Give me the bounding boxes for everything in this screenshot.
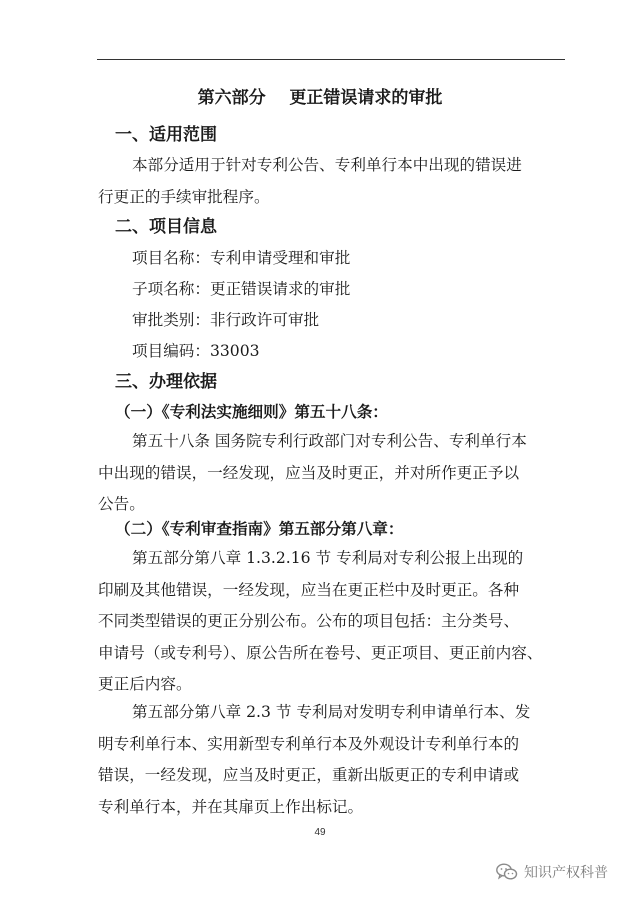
- paragraph-line: 第五部分第八章 1.3.2.16 节 专利局对专利公报上出现的: [132, 549, 524, 567]
- paragraph-line: 专利单行本，并在其扉页上作出标记。: [98, 797, 364, 816]
- wechat-icon: [496, 863, 518, 881]
- paragraph-article-58: [98, 426, 568, 521]
- subheading-regulation: （一）《专利法实施细则》第五十八条：: [115, 402, 388, 421]
- paragraph-line: 印刷及其他错误，一经发现，应当在更正栏中及时更正。各种: [98, 580, 520, 599]
- paragraph-line: 公告。: [98, 495, 145, 513]
- paragraph-line: 错误，一经发现，应当及时更正，重新出版更正的专利申请或: [98, 766, 520, 784]
- paragraph-line: 不同类型错误的更正分别公布。公布的项目包括：主分类号、: [98, 612, 520, 630]
- section-heading-basis: 三、办理依据: [115, 372, 217, 392]
- paragraph-scope: [98, 150, 568, 213]
- section-heading-scope: 一、适用范围: [115, 125, 217, 145]
- info-item-code: 项目编码：33003: [132, 342, 260, 360]
- paragraph-line: 本部分适用于针对专利公告、专利单行本中出现的错误进: [132, 156, 522, 174]
- section-heading-info: 二、项目信息: [115, 217, 217, 237]
- paragraph-guidelines-2: [98, 697, 568, 823]
- watermark: [496, 862, 608, 882]
- paragraph-line: 行更正的手续审批程序。: [98, 187, 270, 206]
- paragraph-line: 第五十八条 国务院专利行政部门对专利公告、专利单行本: [132, 432, 527, 450]
- info-item-project-name: 项目名称：专利申请受理和审批: [132, 249, 351, 267]
- watermark-text: 知识产权科普: [524, 865, 608, 881]
- paragraph-line: 中出现的错误，一经发现，应当及时更正，并对所作更正予以: [98, 463, 520, 482]
- paragraph-line: 更正后内容。: [98, 675, 192, 693]
- info-item-subitem-name: 子项名称：更正错误请求的审批: [132, 280, 351, 298]
- paragraph-guidelines-1: [98, 543, 568, 701]
- page-title: 第六部分 更正错误请求的审批: [197, 88, 443, 108]
- page-number: 49: [314, 827, 326, 838]
- paragraph-line: 申请号（或专利号）、原公告所在卷号、更正项目、更正前内容、: [98, 643, 543, 662]
- paragraph-line: 第五部分第八章 2.3 节 专利局对发明专利申请单行本、发: [132, 703, 531, 721]
- info-item-category: 审批类别：非行政许可审批: [132, 311, 320, 329]
- subheading-guidelines: （二）《专利审查指南》第五部分第八章：: [115, 519, 404, 538]
- paragraph-line: 明专利单行本、实用新型专利单行本及外观设计专利单行本的: [98, 734, 520, 753]
- header-rule: [97, 59, 565, 60]
